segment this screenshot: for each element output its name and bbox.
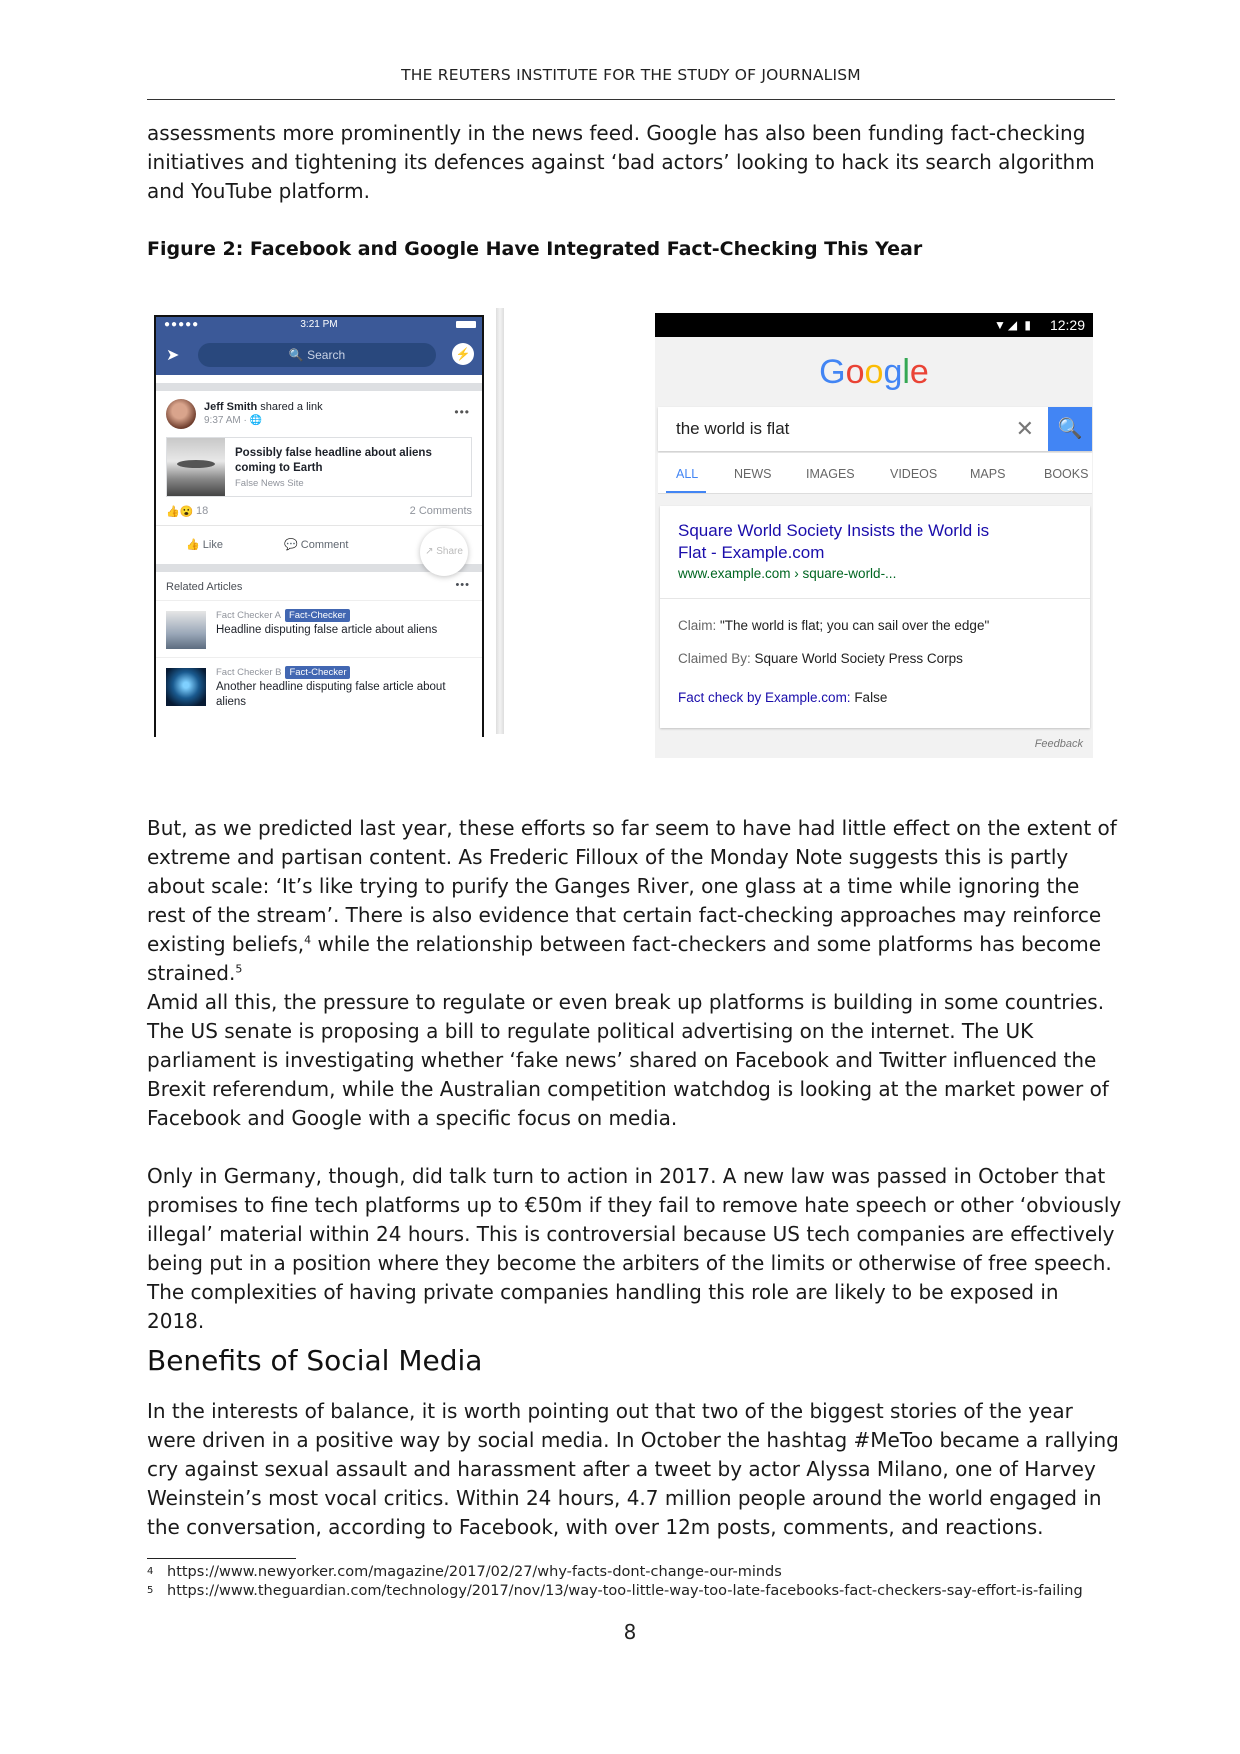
related-article[interactable]: [156, 600, 482, 657]
fact-check-verdict: False: [854, 690, 888, 705]
section-heading: Benefits of Social Media: [147, 1344, 483, 1377]
google-logo: [655, 353, 1093, 392]
article-title: Another headline disputing false article about aliens: [216, 681, 446, 708]
post-header: [156, 391, 482, 437]
search-icon[interactable]: 🔍: [1048, 407, 1092, 451]
related-articles-title: Related Articles: [166, 581, 243, 593]
claimed-by-value: Square World Society Press Corps: [754, 651, 963, 666]
facebook-search-input[interactable]: 🔍 Search: [198, 343, 436, 367]
feed-divider: [156, 383, 482, 391]
link-thumbnail: [167, 438, 225, 496]
intro-paragraph: assessments more prominently in the news feed. Google has also been funding fact-checking initiatives and tightening its defences against ‘bad actors’ looking to hack its search algorithm and YouTube platform.: [147, 121, 1095, 203]
author-name[interactable]: Jeff Smith: [204, 401, 258, 413]
link-source: False News Site: [235, 478, 304, 489]
paragraph-text: while the relationship between fact-checkers and some platforms has become strained.: [147, 932, 1102, 985]
figure-caption: Figure 2: Facebook and Google Have Integrated Fact-Checking This Year: [147, 238, 923, 260]
fact-checker-badge: Fact-Checker: [285, 666, 350, 679]
article-title: Headline disputing false article about aliens: [216, 624, 438, 636]
clear-icon[interactable]: ✕: [1015, 416, 1034, 441]
google-search-bar: [658, 407, 1092, 451]
feedback-link[interactable]: Feedback: [1034, 738, 1083, 750]
footnote-link[interactable]: https://www.theguardian.com/technology/2017/nov/13/way-too-little-way-too-late-facebooks-fact-checkers-say-effort-is-failing: [167, 1583, 1083, 1599]
claim-row: [678, 618, 989, 633]
post-time: 9:37 AM · 🌐: [204, 415, 263, 426]
reaction-count[interactable]: 18: [196, 505, 209, 517]
related-article[interactable]: [156, 657, 482, 714]
article-thumbnail: [166, 611, 206, 649]
paragraph: Amid all this, the pressure to regulate or even break up platforms is building in some countries. The US senate is proposing a bill to regulate political advertising on the internet. The UK parliament is investigating whether ‘fake news’ shared on Facebook and Twitter influenced the Brexit referendum, while the Australian competition watchdog is looking at the market power of Facebook and Google with a specific focus on media.: [147, 990, 1109, 1130]
paragraph: [147, 814, 1122, 988]
tab-maps[interactable]: MAPS: [970, 467, 1006, 481]
logo-letter: o: [864, 353, 884, 391]
tab-videos[interactable]: VIDEOS: [890, 467, 938, 481]
footnote-link[interactable]: https://www.newyorker.com/magazine/2017/02/27/why-facts-dont-change-our-minds: [167, 1564, 782, 1580]
active-tab-indicator: [666, 491, 706, 493]
footnote: [147, 1563, 782, 1581]
facebook-topbar: [156, 317, 482, 375]
facebook-screenshot: [154, 315, 484, 737]
tab-all[interactable]: ALL: [676, 467, 699, 481]
card-divider: [660, 598, 1090, 599]
camera-icon[interactable]: ➤: [166, 347, 180, 364]
tab-images[interactable]: IMAGES: [806, 467, 855, 481]
share-button[interactable]: ↗ Share: [420, 528, 468, 576]
search-tabs: [658, 453, 1092, 494]
source-name: Fact Checker B: [216, 667, 282, 678]
link-title: Possibly false headline about aliens coming to Earth: [235, 447, 432, 474]
status-time: 3:21 PM: [300, 319, 338, 330]
more-options-icon[interactable]: •••: [454, 405, 470, 419]
claimed-by-row: [678, 651, 963, 666]
paragraph: In the interests of balance, it is worth pointing out that two of the biggest stories of the year were driven in a positive way by social media. In October the hashtag #MeToo became a rallying cry against sexual assault and harassment after a tweet by actor Alyssa Milano, one of Harvey Weinstein’s most vocal critics. Within 24 hours, 4.7 million people around the world engaged in the conversation, according to Facebook, with over 12m posts, comments, and reactions.: [147, 1399, 1119, 1539]
footnote-rule: [147, 1558, 296, 1559]
phone-edge: [496, 308, 504, 734]
logo-letter: l: [902, 353, 910, 391]
fact-check-row: [678, 690, 887, 705]
signal-wifi-battery-icon: ▼◢ ▮: [993, 318, 1033, 332]
reaction-icons: 👍😮: [166, 506, 194, 518]
author-action: shared a link: [257, 401, 323, 413]
signal-icon: ●●●●●: [164, 319, 200, 330]
more-options-icon[interactable]: •••: [455, 579, 470, 591]
logo-letter: g: [883, 353, 903, 391]
source-name: Fact Checker A: [216, 610, 281, 621]
like-button[interactable]: 👍 Like: [186, 539, 223, 551]
footnote-ref[interactable]: 5: [235, 962, 243, 976]
fact-check-link[interactable]: Fact check by Example.com:: [678, 690, 855, 705]
google-screenshot: [655, 313, 1093, 758]
page-number: 8: [623, 1620, 637, 1644]
comment-button[interactable]: 💬 Comment: [284, 539, 349, 551]
result-title-link[interactable]: Square World Society Insists the World is Flat - Example.com: [678, 521, 990, 562]
paragraph: Only in Germany, though, did talk turn to action in 2017. A new law was passed in October that promises to fine tech platforms up to €50m if they fail to remove hate speech or other ‘obviously illegal’ material within 24 hours. This is controversial because US tech companies are effectively being put in a position where they become the arbiters of the limits or otherwise of free speech. The complexities of having private companies handling this role are likely to be exposed in 2018.: [147, 1164, 1122, 1333]
article-source: [216, 666, 350, 679]
tab-news[interactable]: NEWS: [734, 467, 772, 481]
comments-count[interactable]: 2 Comments: [409, 505, 472, 517]
footnote: [147, 1582, 1083, 1600]
search-input[interactable]: the world is flat: [676, 419, 790, 438]
fact-check-result-card: [660, 506, 1090, 728]
result-url: www.example.com › square-world-...: [678, 566, 897, 581]
header-rule: [147, 99, 1115, 100]
post-author: [204, 401, 323, 413]
phone-status-bar: [156, 317, 482, 333]
battery-icon: [456, 321, 476, 328]
reactions-row: [156, 497, 482, 525]
claim-label: Claim:: [678, 618, 721, 633]
paragraph-text: But, as we predicted last year, these efforts so far seem to have had little effect on the extent of extreme and partisan content. As Frederic Filloux of the Monday Note suggests this is partly about scale: ‘It’s like trying to purify the Ganges River, one glass at a time while ignoring the rest of the stream’. There is also evidence that certain fact-checking approaches may reinforce existing beliefs,: [147, 816, 1117, 956]
running-header: THE REUTERS INSTITUTE FOR THE STUDY OF JOURNALISM: [401, 66, 861, 84]
logo-letter: e: [909, 353, 929, 391]
article-thumbnail: [166, 668, 206, 706]
claimed-by-label: Claimed By:: [678, 651, 755, 666]
messenger-icon[interactable]: ⚡: [452, 343, 474, 365]
shared-link-card[interactable]: [166, 437, 472, 497]
footnote-ref[interactable]: 4: [304, 933, 312, 947]
fact-checker-badge: Fact-Checker: [285, 609, 350, 622]
post-actions: [156, 525, 482, 564]
footnote-number: 4: [147, 1566, 154, 1577]
logo-letter: G: [819, 353, 846, 391]
article-source: [216, 609, 350, 622]
tab-books[interactable]: BOOKS: [1044, 467, 1089, 481]
logo-letter: o: [845, 353, 865, 391]
phone-status-bar: [655, 313, 1093, 337]
footnote-number: 5: [147, 1585, 154, 1596]
related-articles-header: [156, 572, 482, 600]
claim-value: "The world is flat; you can sail over the edge": [720, 618, 990, 633]
avatar[interactable]: [166, 399, 196, 429]
status-time: 12:29: [1049, 317, 1085, 333]
